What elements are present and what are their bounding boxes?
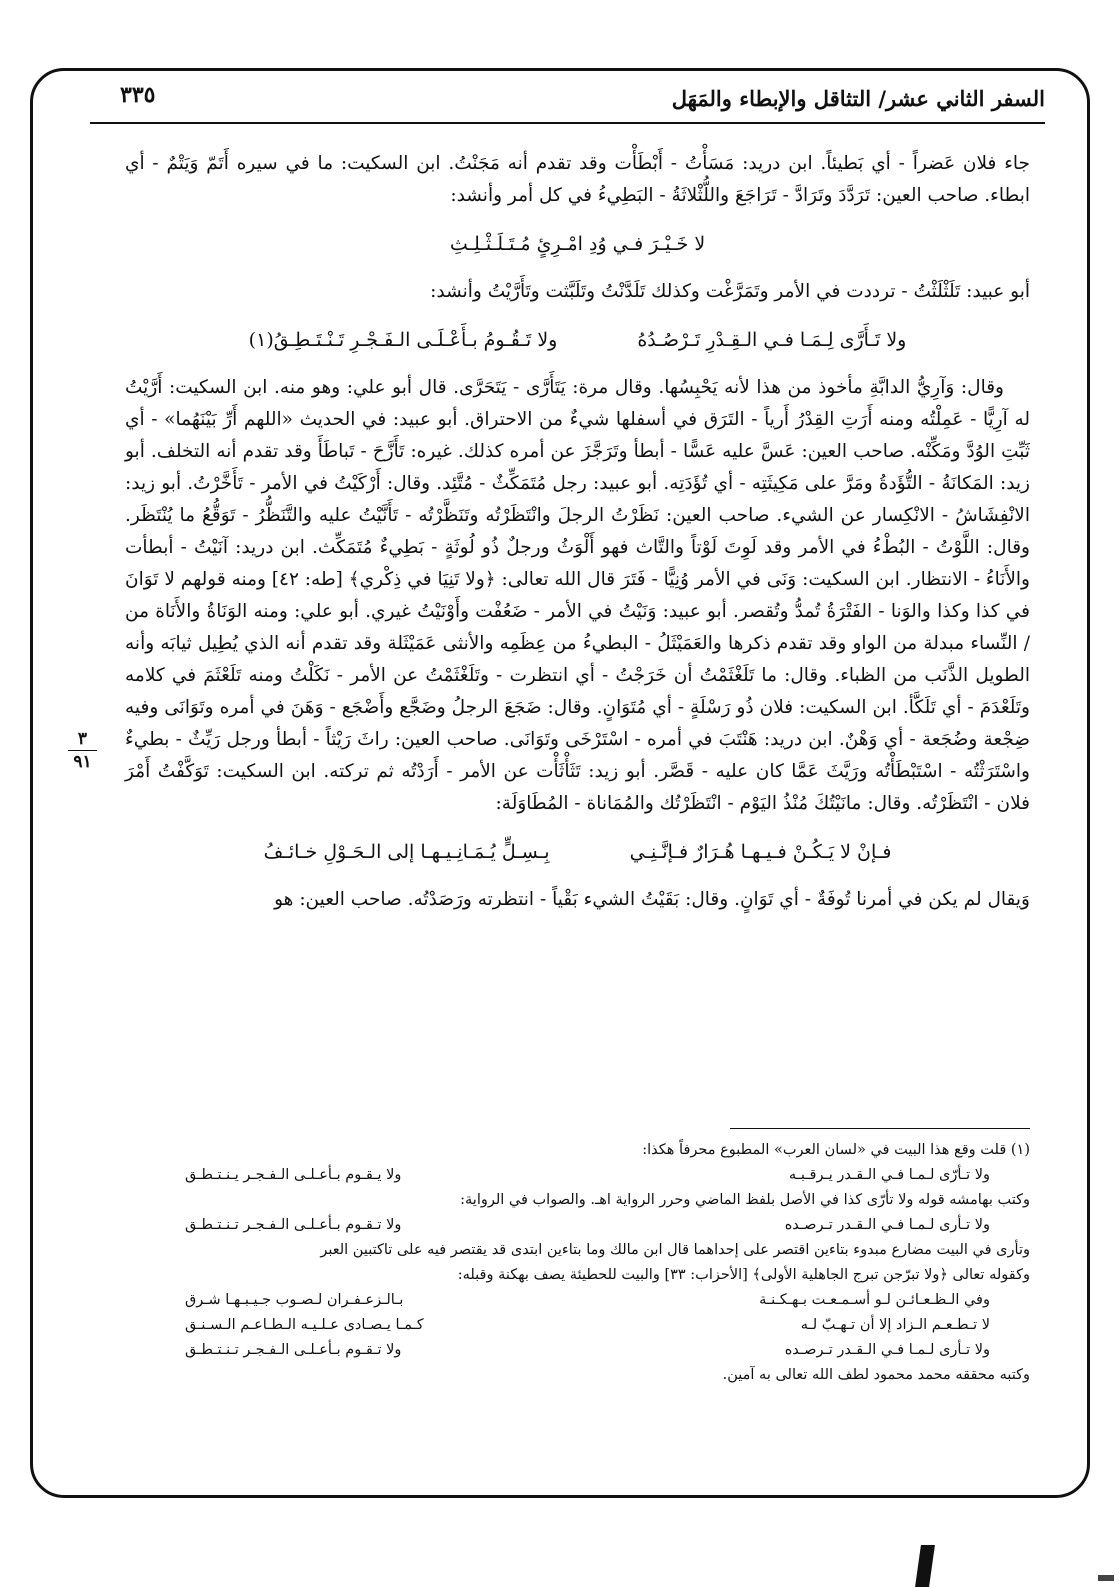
footnote-hemistich: لا تـطـعـم الـزاد إلا أن تـهـبّ لـه <box>800 1317 990 1333</box>
footnote-verse <box>125 1313 1030 1338</box>
verse-2 <box>125 324 1030 356</box>
footnote-verse <box>125 1288 1030 1313</box>
verse-3-first-hemistich: فـإنْ لا يَـكُـنْ فـيـهـا هُـرَارٌ فـإنَّـنِـي <box>629 841 892 863</box>
scan-ink-mark <box>1098 1575 1114 1581</box>
margin-note-divider <box>68 750 97 751</box>
verse-2-second-hemistich: ولا تَـقُـومُ بـأَعْـلَـى الـفَـجْـرِ تَـنْـتَـطِـقُ(١) <box>248 329 558 351</box>
paragraph-2: أبو عبيد: تَلَثْلَثْتُ - ترددت في الأمر وتَمَرَّغْت وكذلك تَلَدَّنْتُ وتَلَبَّثت وتَأَرَّيْتُ وأنشد: <box>430 281 1030 302</box>
footnote-line: وتأرى في البيت مضارع مبدوء بتاءين اقتصر على إحداهما قال ابن مالك وما بتاءين ابتدى قد يقتصر فيه على تاكتبين العبر <box>320 1242 1030 1258</box>
footnote-hemistich: وفي الـظـعـائـن لـو أسـمـعـت بـهـكـنـة <box>759 1292 990 1308</box>
margin-note-bottom: ٩١ <box>73 752 92 772</box>
running-title: السفر الثاني عشر/ التثاقل والإبطاء والمَهَل <box>671 86 1045 111</box>
page-header <box>90 82 1045 124</box>
paragraph-4: وَيقال لم يكن في أمرنا تُوفَةٌ - أي تَوَانٍ. وقال: بَقَيْتُ الشيء بَقْياً - انتظرته ورَصَدْتُه. صاحب العين: هو <box>274 889 1030 910</box>
verse-3-second-hemistich: بِـسِـلٍّ يُـمَـانِـيـهـا إلى الـحَـوْلِ خـائـفُ <box>263 841 550 863</box>
footnote-hemistich: ولا تـقـوم بـأعـلـى الـفـجـر تـنـتـطـق <box>185 1342 402 1358</box>
paragraph-1: جاء فلان عَضراً - أي بَطيئاً. ابن دريد: مَسَأْتُ - أَبْطَأْت وقد تقدم أنه مَجَنْتُ. ابن السكيت: ما في سيره أَتَمّ وَيَتْمٌ - أي ابطاء. صاحب العين: تَرَدَّدَ وتَرَادَّ - تَرَاجَعَ واللُّثْلاثَةُ - البَطِيءُ في كل أمر وأنشد: <box>125 153 1030 206</box>
footnote-verse <box>125 1213 1030 1238</box>
main-text <box>125 148 1030 916</box>
page-number: ٣٣٥ <box>120 82 156 108</box>
paragraph-3: وقال: وَآرِيُّ الدابَّةِ مأخوذ من هذا لأنه يَحْبِسُها. وقال مرة: يَتَأَرَّى - يَتَحَرَّى. قال أبو علي: وهو منه. ابن السكيت: أَرَّيْتُ له آرِيًّا - عَمِلْتُه ومنه أَرَتِ القِدْرُ أَرياً - التَرَق في أسفلها شيءٌ من الاحتراق. أبو عبيد: في الحديث «اللهم أَرِّ بَيْنَهُما» - أي ثَبِّتِ الوُدَّ ومَكِّنْه. صاحب العين: عَسَّ عليه عَسًّا - أبطأ وتَرَجَّزَ عن أمره كذلك. غيره: تَأَزَّحَ - تَباطَأَ وقد تقدم أنه التخلف. أبو زيد: المَكانَةُ - التُّؤَدةُ ومَرَّ على مَكِيثَتِه - أي تُؤَدَتِه. أبو عبيد: رجل مُتَمَكِّثٌ - مُتَّئِد. وقال: أَرْكَيْتُ في الأمر - تَأَخَّرْتُ. أبو زيد: الانْفِشَاشُ - الانْكِسار عن الشيء. صاحب العين: نَظَرْتُ الرجلَ وانْتَظَرْتُه وتَنَظَّرْتُه - تَأَنَّيْتُ عليه والتَّنَظُّرُ - تَوَقُّعُ ما يُنْتَظَر. وقال: اللَّوْتُ - البُطْءُ في الأمر وقد لَوِتَ لَوْتاً والتَّاث فهو أَلْوَثُ ورجلٌ ذُو لُوثَةٍ - بَطِيءٌ مُتَمَكِّث. ابن دريد: آنَيْتُ - أبطأت والأَنَاءُ - الانتظار. ابن السكيت: وَنَى في الأمر وُنِيًّا - فَتَرَ قال الله تعالى: ﴿ولا تَنِيَا في ذِكْري﴾ [طه: ٤٢] ومنه قولهم لا تَوَانَ في كذا وكذا والوَنا - الفَتْرَةُ تُمدُّ وتُقصر. أبو عبيد: وَنَيْتُ في الأمر - ضَعُفْت وأَوْنَيْتُ غيري. أبو علي: ومنه الوَنَاةُ والأَنَاة من / النِّساء مبدلة من الواو وقد تقدم ذكرها والعَمَيْثَلُ - البطيءُ من عِظَمِه والأنثى عَمَيْثَلة وقد تقدم أنه الذي يُطِيل ثيابَه وأنه الطويل الذَّنَب من الظباء. وقال: ما تَلَغْثَمْتُ أن خَرَجْتُ - أي انتظرت - وتَلَغْثَمْتُ عن الأمر - نَكَلْتُ ومنه تَلَعْثَمَ في كلامه وتَلَعْدَمَ - أي تَلَكَّأ. ابن السكيت: فلان ذُو رَسْلَةٍ - أي مُتَوَانٍ. وقال: ضَجَعَ الرجلُ وضَجَّع وأَضْجَع - وَهَنَ في أمره وتَوَانَى وفيه ضِجْعة وضُجَعة - أي وَهْنٌ. ابن دريد: هَنْتَبَ في أمره - اسْتَرْخَى وتَوَانَى. صاحب العين: راثَ رَيْثاً - أبطأ ورجل رَيِّثٌ - بطيءٌ واسْتَرَثْتُه - اسْتَبْطَأْتُه ورَيَّثَ عَمَّا كان عليه - قَصَّر. أبو زيد: تَثَأْثَأْت عن الأمر - أَرَدْتُه ثم تركته. ابن السكيت: تَوَكَّفْتُ أَمْرَ فلان - انْتَظَرْتُه. وقال: مانَيْتُكَ مُنْذُ اليَوْم - انْتَظَرْتُك والمُمَاناة - المُطَاوَلَة: <box>125 377 1030 814</box>
margin-folio-note <box>60 730 105 771</box>
footnote-hemistich: بـالـزعـفـران لـصـوب جـيـبـهـا شـرق <box>185 1292 404 1308</box>
footnote-line: (١) قلت وقع هذا البيت في «لسان العرب» المطبوع محرفاً هكذا: <box>642 1142 1030 1158</box>
margin-note-top: ٣ <box>77 729 88 749</box>
footnote-line: وكتب بهامشه قوله ولا تأرّى كذا في الأصل بلفظ الماضي وحرر الرواية اهـ. والصواب في الرواية: <box>460 1192 1030 1208</box>
footnote-line: وكتبه محققه محمد محمود لطف الله تعالى به آمين. <box>722 1367 1030 1383</box>
scan-ink-mark <box>915 1545 935 1587</box>
footnotes <box>125 1138 1030 1388</box>
footnote-hemistich: ولا تـأرّى لـمـا فـي الـقـدر يـرقـبـه <box>788 1167 990 1183</box>
verse-1: لا خَـيْـرَ فـي وُدِ امْـرِئٍ مُـتَـلَـثْـلِـثِ <box>449 233 706 255</box>
footnote-divider <box>730 1128 1030 1129</box>
footnote-verse <box>125 1163 1030 1188</box>
footnote-hemistich: كـمـا يـصـادى عـلـيـه الـطـاعـم الـسـنـق <box>185 1317 424 1333</box>
footnote-hemistich: ولا يـقـوم بـأعـلـى الـفـجـر يـنـتـطـق <box>185 1167 402 1183</box>
footnote-hemistich: ولا تـأرى لـمـا فـي الـقـدر تـرصـده <box>784 1342 990 1358</box>
verse-2-first-hemistich: ولا تَـأَرَّى لِـمَـا فـي الـقِـدْرِ تَـرْصُـدُهُ <box>637 329 907 351</box>
footnote-hemistich: ولا تـقـوم بـأعـلـى الـفـجـر تـنـتـطـق <box>185 1217 402 1233</box>
footnote-line: وكقوله تعالى ﴿ولا تبرّجن تبرج الجاهلية الأولى﴾ [الأحزاب: ٣٣] والبيت للحطيئة يصف بهكنة وقبله: <box>457 1267 1030 1283</box>
footnote-hemistich: ولا تـأرى لـمـا فـي الـقـدر تـرصـده <box>784 1217 990 1233</box>
footnote-verse <box>125 1338 1030 1363</box>
verse-3 <box>125 836 1030 868</box>
